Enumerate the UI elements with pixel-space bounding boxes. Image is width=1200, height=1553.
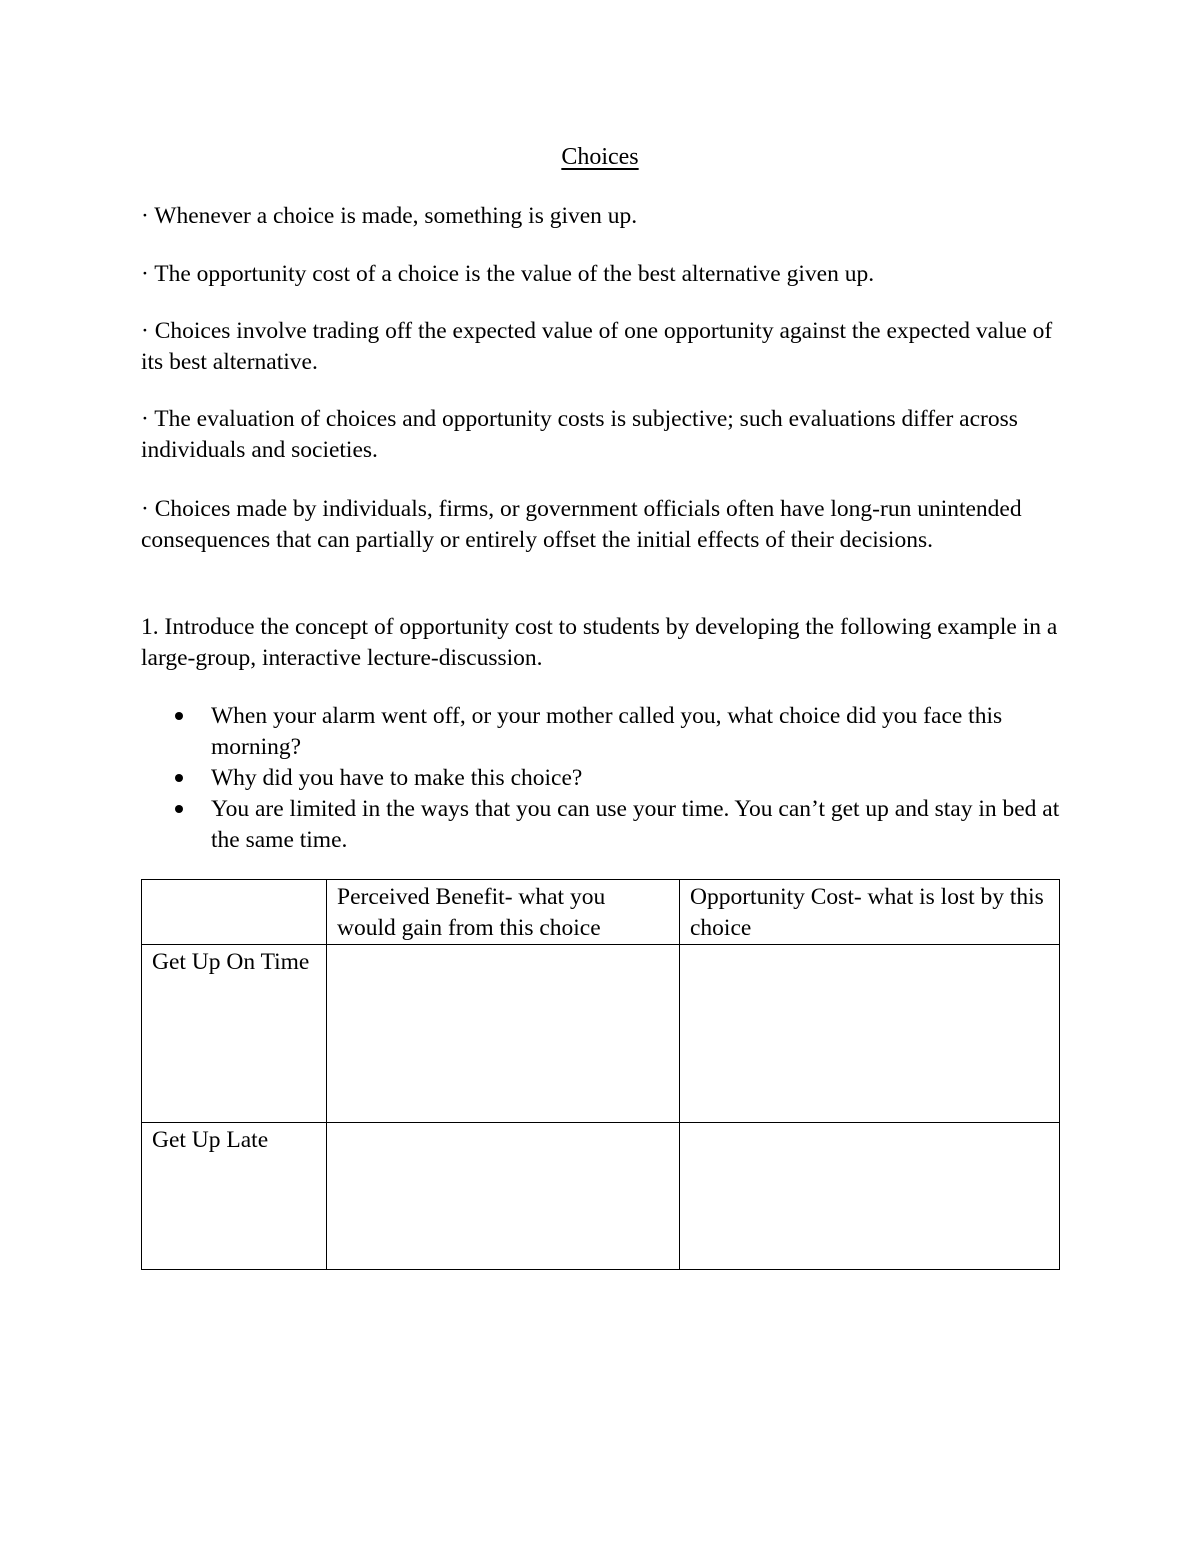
cost-answer-cell[interactable]: [680, 1123, 1060, 1270]
list-item: [141, 701, 1071, 763]
choice-worksheet-table: [141, 879, 1060, 1270]
benefit-answer-cell[interactable]: [327, 1123, 680, 1270]
row-label-get-up-late: Get Up Late: [142, 1123, 327, 1270]
bullet-text: Why did you have to make this choice?: [211, 765, 583, 791]
paragraph-opportunity-cost-definition: · The opportunity cost of a choice is the value of the best alternative given up.: [141, 261, 875, 287]
header-cell-perceived-benefit: Perceived Benefit- what you would gain from this choice: [327, 880, 680, 945]
paragraph-instruction-1: 1. Introduce the concept of opportunity cost to students by developing the following example in a large-group, interactive lecture-discussion.: [141, 614, 1058, 671]
bullet-text: When your alarm went off, or your mother called you, what choice did you face this morning?: [211, 703, 1003, 760]
header-cell-opportunity-cost: Opportunity Cost- what is lost by this choice: [680, 880, 1060, 945]
row-label-get-up-on-time: Get Up On Time: [142, 945, 327, 1123]
bullet-dot-icon: [175, 805, 183, 813]
list-item: [141, 763, 1071, 794]
table-row: [142, 945, 1060, 1123]
paragraph-unintended-consequences: · Choices made by individuals, firms, or government officials often have long-run unintended consequences that can partially or entirely offset the initial effects of their decisions.: [141, 496, 1022, 553]
table-row: [142, 1123, 1060, 1270]
table-header-row: [142, 880, 1060, 945]
page-title: Choices: [561, 144, 639, 170]
bullet-dot-icon: [175, 774, 183, 782]
list-item: [141, 794, 1071, 856]
bullet-text: You are limited in the ways that you can use your time. You can’t get up and stay in bed at the same time.: [211, 796, 1060, 853]
benefit-answer-cell[interactable]: [327, 945, 680, 1123]
paragraph-choice-given-up: · Whenever a choice is made, something is given up.: [141, 203, 638, 229]
paragraph-subjective-evaluation: · The evaluation of choices and opportunity costs is subjective; such evaluations differ across individuals and societies.: [141, 406, 1018, 463]
header-cell-empty: [142, 880, 327, 945]
bullet-dot-icon: [175, 712, 183, 720]
cost-answer-cell[interactable]: [680, 945, 1060, 1123]
discussion-bullet-list: [141, 701, 1071, 856]
paragraph-trading-off: · Choices involve trading off the expected value of one opportunity against the expected value of its best alternative.: [141, 318, 1053, 375]
